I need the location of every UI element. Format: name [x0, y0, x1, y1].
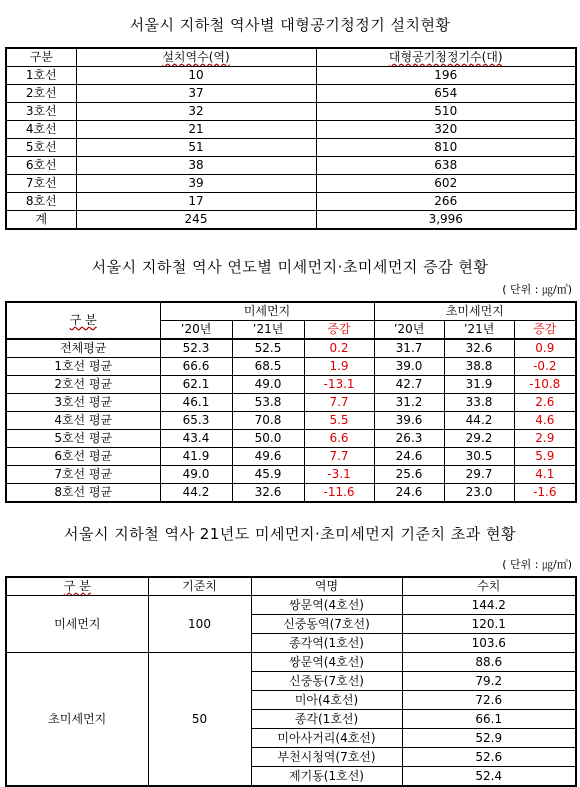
table-cell: 49.0	[160, 466, 232, 484]
section1-title: 서울시 지하철 역사별 대형공기청정기 설치현황	[129, 16, 451, 34]
group-standard: 50	[148, 653, 251, 787]
table-cell: 3호선	[6, 103, 76, 121]
station-name: 신중동(7호선)	[251, 672, 402, 691]
station-value: 120.1	[402, 615, 576, 634]
table-cell: 41.9	[160, 448, 232, 466]
sub-header: 증감	[304, 321, 374, 340]
table-cell: 5.9	[514, 448, 576, 466]
table-cell: 7.7	[304, 448, 374, 466]
table-row	[6, 484, 576, 503]
table-cell: 0.9	[514, 339, 576, 358]
station-name: 종각(1호선)	[251, 710, 402, 729]
table-cell: 39.0	[374, 358, 444, 376]
table-row	[6, 103, 576, 121]
table-row	[6, 412, 576, 430]
table-cell: 66.6	[160, 358, 232, 376]
table-cell: 45.9	[232, 466, 304, 484]
table-cell: 46.1	[160, 394, 232, 412]
table-cell: 33.8	[444, 394, 514, 412]
table-cell: 25.6	[374, 466, 444, 484]
station-value: 52.6	[402, 748, 576, 767]
table-cell: 43.4	[160, 430, 232, 448]
table-cell: 44.2	[444, 412, 514, 430]
station-name: 신중동역(7호선)	[251, 615, 402, 634]
table-cell: 1.9	[304, 358, 374, 376]
table-cell: 23.0	[444, 484, 514, 503]
table-cell: 51	[76, 139, 316, 157]
station-value: 88.6	[402, 653, 576, 672]
table-cell: -13.1	[304, 376, 374, 394]
section2-title: 서울시 지하철 역사 연도별 미세먼지·초미세먼지 증감 현황	[91, 258, 489, 276]
table-cell: 3,996	[316, 211, 576, 230]
table-cell: 39.6	[374, 412, 444, 430]
sub-header: ’21년	[232, 321, 304, 340]
table-cell: 3호선 평균	[6, 394, 160, 412]
station-value: 52.4	[402, 767, 576, 787]
table-cell: 32	[76, 103, 316, 121]
table-cell: 38.8	[444, 358, 514, 376]
table-cell: 2호선	[6, 85, 76, 103]
table-row	[6, 193, 576, 211]
exceedance-table	[5, 576, 577, 787]
station-name: 미아(4호선)	[251, 691, 402, 710]
installation-table	[5, 47, 577, 230]
station-value: 52.9	[402, 729, 576, 748]
table-cell: 44.2	[160, 484, 232, 503]
table-cell: 245	[76, 211, 316, 230]
table-cell: 37	[76, 85, 316, 103]
station-name: 부천시청역(7호선)	[251, 748, 402, 767]
table-cell: 10	[76, 67, 316, 85]
table-cell: 4호선 평균	[6, 412, 160, 430]
column-header: 구 분	[6, 577, 148, 596]
table-cell: 65.3	[160, 412, 232, 430]
table-cell: 4호선	[6, 121, 76, 139]
section2-unit: ( 단위 : ㎍/㎥)	[502, 283, 572, 296]
table-cell: 52.3	[160, 339, 232, 358]
station-value: 103.6	[402, 634, 576, 653]
table-cell: 29.2	[444, 430, 514, 448]
station-name: 쌍문역(4호선)	[251, 596, 402, 615]
table-cell: 0.2	[304, 339, 374, 358]
table-cell: 32.6	[444, 339, 514, 358]
table-cell: 계	[6, 211, 76, 230]
table-cell: 6호선	[6, 157, 76, 175]
column-header: 기준치	[148, 577, 251, 596]
table-row	[6, 596, 576, 615]
table-cell: 31.7	[374, 339, 444, 358]
sub-header: ’20년	[160, 321, 232, 340]
table-cell: 638	[316, 157, 576, 175]
table-cell: 50.0	[232, 430, 304, 448]
table-cell: -0.2	[514, 358, 576, 376]
table-cell: 8호선	[6, 193, 76, 211]
group-standard: 100	[148, 596, 251, 653]
table-row	[6, 394, 576, 412]
table-cell: 5호선 평균	[6, 430, 160, 448]
table-cell: 31.9	[444, 376, 514, 394]
sub-header: ’20년	[374, 321, 444, 340]
table-cell: 196	[316, 67, 576, 85]
table-cell: 32.6	[232, 484, 304, 503]
group-name: 미세먼지	[6, 596, 148, 653]
table-cell: 810	[316, 139, 576, 157]
station-value: 72.6	[402, 691, 576, 710]
table-cell: -1.6	[514, 484, 576, 503]
table-cell: 4.1	[514, 466, 576, 484]
table-cell: 266	[316, 193, 576, 211]
table-cell: 2호선 평균	[6, 376, 160, 394]
table-cell: 21	[76, 121, 316, 139]
table-cell: 38	[76, 157, 316, 175]
table-cell: -11.6	[304, 484, 374, 503]
table-cell: 2.9	[514, 430, 576, 448]
table-cell: 26.3	[374, 430, 444, 448]
table-row	[6, 448, 576, 466]
table-row	[6, 175, 576, 193]
header-row	[6, 577, 576, 596]
section3-title: 서울시 지하철 역사 21년도 미세먼지·초미세먼지 기준치 초과 현황	[64, 525, 516, 543]
table-cell: -10.8	[514, 376, 576, 394]
table-cell: 31.2	[374, 394, 444, 412]
table-cell: 602	[316, 175, 576, 193]
table-cell: 30.5	[444, 448, 514, 466]
table-cell: 62.1	[160, 376, 232, 394]
column-header: 역명	[251, 577, 402, 596]
column-header: 구분	[6, 48, 76, 67]
table-cell: 1호선 평균	[6, 358, 160, 376]
table-row	[6, 121, 576, 139]
table-row	[6, 157, 576, 175]
station-value: 66.1	[402, 710, 576, 729]
table-cell: 8호선 평균	[6, 484, 160, 503]
column-header: 대형공기청정기수(대)	[316, 48, 576, 67]
table-cell: 7호선 평균	[6, 466, 160, 484]
table-cell: 6.6	[304, 430, 374, 448]
header-pm25: 초미세먼지	[374, 302, 576, 321]
table-cell: 510	[316, 103, 576, 121]
table-cell: 7호선	[6, 175, 76, 193]
table-cell: 52.5	[232, 339, 304, 358]
table-cell: 70.8	[232, 412, 304, 430]
table-row	[6, 358, 576, 376]
dust-change-table	[5, 301, 577, 503]
table-cell: 17	[76, 193, 316, 211]
table-cell: 4.6	[514, 412, 576, 430]
station-name: 제기동(1호선)	[251, 767, 402, 787]
sub-header: ’21년	[444, 321, 514, 340]
table-row	[6, 139, 576, 157]
header-gubun: 구 분	[6, 302, 160, 339]
table-cell: 5.5	[304, 412, 374, 430]
station-name: 쌍문역(4호선)	[251, 653, 402, 672]
table-cell: 49.0	[232, 376, 304, 394]
station-value: 144.2	[402, 596, 576, 615]
section3-unit: ( 단위 : ㎍/㎥)	[502, 558, 572, 571]
header-pm10: 미세먼지	[160, 302, 374, 321]
table-row	[6, 466, 576, 484]
table-cell: 49.6	[232, 448, 304, 466]
header-row	[6, 48, 576, 67]
table-row	[6, 85, 576, 103]
table-row	[6, 339, 576, 358]
table-cell: 1호선	[6, 67, 76, 85]
table-cell: 42.7	[374, 376, 444, 394]
table-row	[6, 430, 576, 448]
table-cell: 29.7	[444, 466, 514, 484]
table-cell: 전체평균	[6, 339, 160, 358]
table-cell: 654	[316, 85, 576, 103]
sub-header: 증감	[514, 321, 576, 340]
table-cell: -3.1	[304, 466, 374, 484]
table-cell: 2.6	[514, 394, 576, 412]
table-cell: 24.6	[374, 448, 444, 466]
table-row	[6, 211, 576, 230]
group-name: 초미세먼지	[6, 653, 148, 787]
table-cell: 5호선	[6, 139, 76, 157]
table-cell: 68.5	[232, 358, 304, 376]
table-cell: 53.8	[232, 394, 304, 412]
table-row	[6, 67, 576, 85]
table-cell: 24.6	[374, 484, 444, 503]
station-value: 79.2	[402, 672, 576, 691]
table-cell: 39	[76, 175, 316, 193]
table-cell: 7.7	[304, 394, 374, 412]
table-row	[6, 653, 576, 672]
station-name: 미아사거리(4호선)	[251, 729, 402, 748]
table-cell: 6호선 평균	[6, 448, 160, 466]
station-name: 종각역(1호선)	[251, 634, 402, 653]
table-cell: 320	[316, 121, 576, 139]
table-row	[6, 376, 576, 394]
column-header: 수치	[402, 577, 576, 596]
column-header: 설치역수(역)	[76, 48, 316, 67]
